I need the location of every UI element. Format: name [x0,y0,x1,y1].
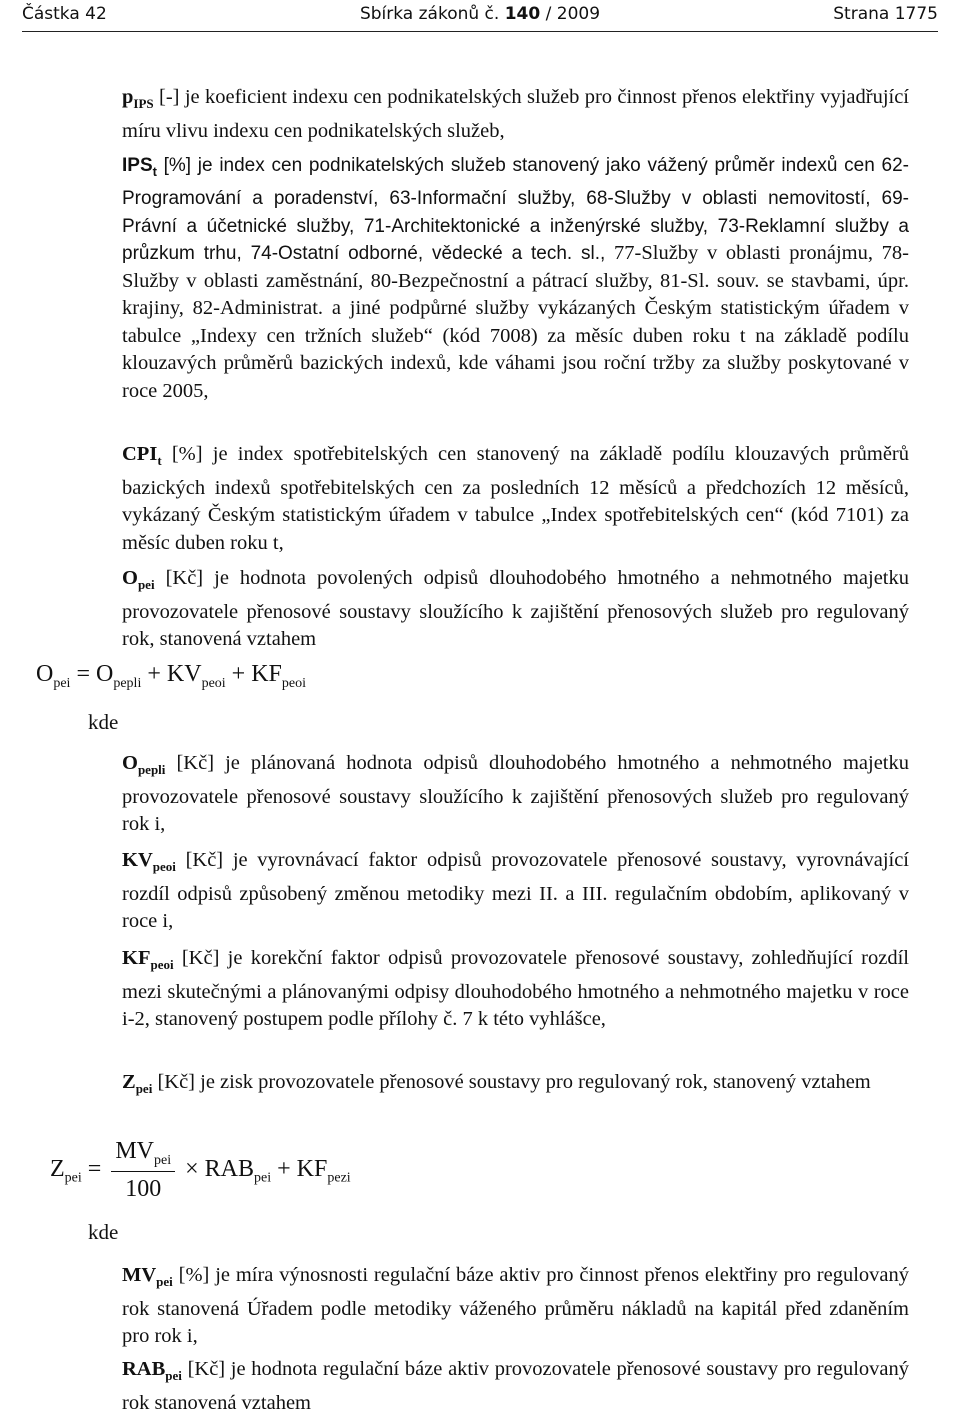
formula-zpei: $Z_{pei}$ = $\frac{MV_{pei}}{100}$ × $RAB_{pei} + KF_{pezi}$ [50,1138,351,1202]
header-number: 140 [504,4,541,24]
header-year: / 2009 [545,4,601,24]
symbol: $CPI_t$ [122,443,162,469]
definition-ips [122,152,909,405]
symbol: $O_{pepli}$ [122,752,166,778]
kde-label: kde [88,1220,119,1244]
definition-text: [%] je míra výnosnosti regulační báze aktiv pro činnost přenos elektřiny pro regulovaný rok stanovená Úřadem podle metodiky váženého průměru nákladů na kapitál před zdaněním pro rok i, [122,1264,909,1348]
symbol: $Z_{pei}$ [122,1071,153,1097]
page-header [0,0,960,34]
header-rule [22,31,938,32]
definition-text-tail: 77-Služby v oblasti pronájmu, 78-Služby v oblasti zaměstnání, 80-Bezpečnostní a pátrací služby, 81-Sl. souv. se stavbami, úpr. krajiny, 82-Administrat. a jiné podpůrné služby vykázaných Českým statistickým úřadem v tabulce „Indexy cen tržních služeb“ (kód 7008) za měsíc duben roku t na základě podílu klouzavých průměrů bazických indexů, kde váhami jsou roční tržby za služby poskytované v roce 2005, [122,242,909,402]
definition-text: [Kč] je vyrovnávací faktor odpisů provozovatele přenosové soustavy, vyrovnávající rozdíl odpisů způsobený změnou metodiky mezi II. a III. regulačním obdobím, aplikovaný v roce i, [122,849,910,933]
definition-mvpei [122,1262,909,1351]
formula-opei: $O_{pei} = O_{pepli} + KV_{peoi} + KF_{peoi}$ [36,661,307,691]
fraction: $\frac{MV_{pei}}{100}$ [111,1138,175,1203]
header-collection: Sbírka zákonů č. [359,4,500,24]
symbol: $O_{pei}$ [122,567,155,593]
definition-text: [Kč] je plánovaná hodnota odpisů dlouhodobého hmotného a nehmotného majetku provozovatele přenosové soustavy sloužícího k zajištění přenosových služeb pro regulovaný rok i, [122,752,910,836]
definition-zpei [122,1069,909,1103]
definition-kfpeoi [122,945,909,1034]
symbol: $IPS_t$ [122,155,157,179]
symbol: $KV_{peoi}$ [122,849,176,875]
definition-pips [122,84,909,145]
definition-opepli [122,750,909,839]
header-page: Strana 1775 [833,4,938,24]
definition-text: [%] je index spotřebitelských cen stanovený na základě podílu klouzavých průměrů bazických indexů spotřebitelských cen za posledních 12 měsíců a předchozích 12 měsíců, vykázaný Českým statistickým úřadem v tabulce „Index spotřebitelských cen“ (kód 7101) za měsíc duben roku t, [122,443,909,554]
header-title [0,4,960,24]
symbol: $RAB_{pei}$ [122,1358,182,1384]
definition-opei [122,565,909,654]
header-part: Částka 42 [22,4,107,24]
definition-text: [-] je koeficient indexu cen podnikatelských služeb pro činnost přenos elektřiny vyjadřující míru vlivu indexu cen podnikatelských služeb, [122,86,909,142]
definition-cpi [122,441,909,557]
definition-text: [Kč] je hodnota regulační báze aktiv provozovatele přenosové soustavy pro regulovaný rok stanovená vztahem [122,1358,909,1414]
definition-text: [Kč] je zisk provozovatele přenosové soustavy pro regulovaný rok, stanovený vztahem [157,1071,871,1093]
definition-text: [%] je index cen podnikatelských služeb stanovený jako vážený průměr indexů cen 62-Programování a poradenství, 63-Informační služby, 68-Služby v oblasti nemovitostí, 69-Právní a účetnické služby, 71-Architektonické a inženýrské služby, 73-Reklamní služby a průzkum trhu, 74-Ostatní odborné, vědecké a tech. sl., [122,155,910,265]
kde-label: kde [88,710,119,734]
symbol: $MV_{pei}$ [122,1264,173,1290]
symbol: $KF_{peoi}$ [122,947,174,973]
symbol: $p_{IPS}$ [122,86,154,112]
definition-text: [Kč] je korekční faktor odpisů provozovatele přenosové soustavy, zohledňující rozdíl mezi skutečnými a plánovanými odpisy dlouhodobého hmotného a nehmotného majetku v roce i-2, stanovený postupem podle přílohy č. 7 k této vyhlášce, [122,947,909,1031]
definition-rabpei [122,1356,909,1417]
definition-kvpeoi [122,847,909,936]
definition-text: [Kč] je hodnota povolených odpisů dlouhodobého hmotného a nehmotného majetku provozovatele přenosové soustavy sloužícího k zajištění přenosových služeb pro regulovaný rok, stanovená vztahem [122,567,910,651]
